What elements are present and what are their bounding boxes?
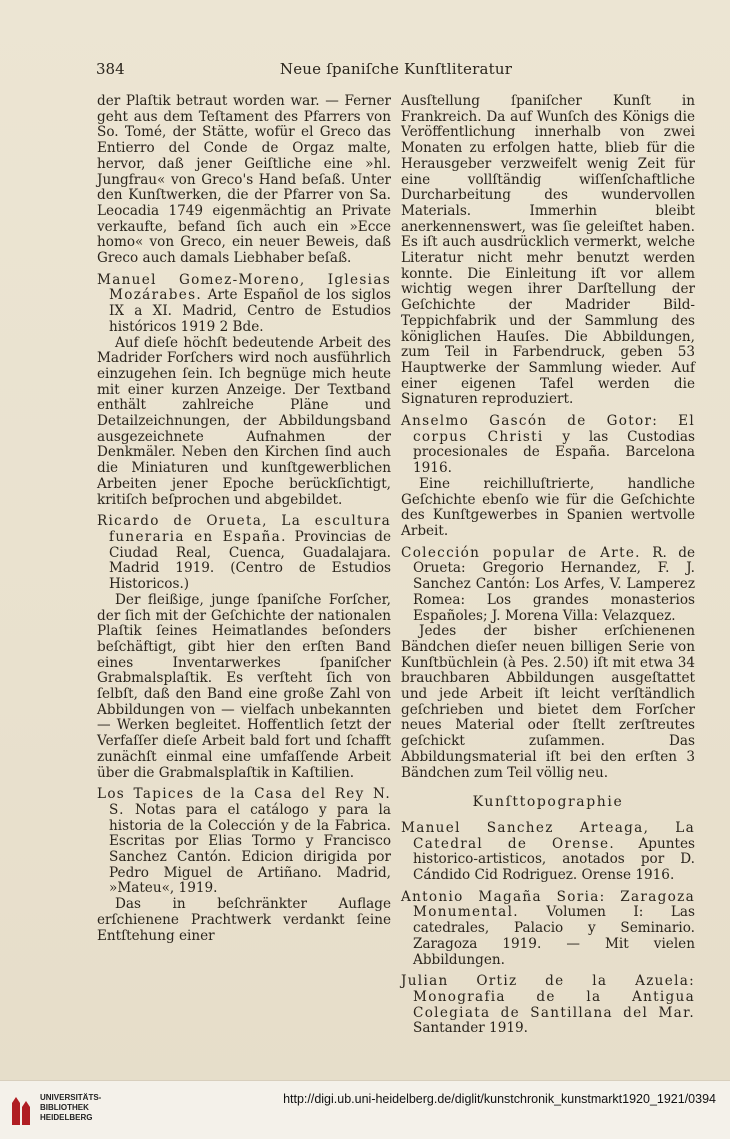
- source-url-link[interactable]: http://digi.ub.uni-heidelberg.de/diglit/kunstchronik_kunstmarkt1920_1921/0394: [283, 1092, 716, 1106]
- entry-title: Volumen I: Las catedrales, Palacio y Seminario. Zaragoza 1919. — Mit vielen Abbildungen.: [413, 904, 695, 968]
- bibliography-entry: [97, 273, 391, 509]
- left-column: [97, 94, 391, 944]
- bibliography-entry: [401, 821, 695, 884]
- heidelberg-logo-icon: [10, 1093, 32, 1127]
- right-column: [401, 94, 695, 1037]
- entry-author: Manuel Sanchez Arteaga, La Catedral de Orense.: [401, 819, 695, 852]
- entry-body: Das in beſchränkter Auflage erſchienene Prachtwerk verdankt ſeine Entſtehung einer: [97, 896, 391, 944]
- entry-author: Ricardo de Orueta, La escultura funeraria en España.: [97, 513, 391, 545]
- page-header: [96, 60, 696, 84]
- entry-title: R. de Orueta: Gregorio Hernandez, F. J. Sanchez Cantón: Los Arfes, V. Lamperez Romea: Los grandes monasterios Españoles; J. Morena Villa: Velazquez.: [413, 544, 696, 624]
- entry-author: Anselmo Gascón de Gotor: El corpus Christi: [401, 413, 695, 445]
- bibliography-entry: [401, 974, 695, 1037]
- entry-author: Los Tapices de la Casa del Rey N. S.: [97, 786, 391, 818]
- entry-title: Notas para el catálogo y para la historia de la Colección y de la Fabrica. Escritas por Elias Tormo y Francisco Sanchez Cantón. Edicion dirigida por Pedro Miguel de Artiñano. Madrid, »Mateu«, 1919.: [109, 801, 391, 897]
- entry-body: Jedes der bisher erſchienenen Bändchen dieſer neuen billigen Serie von Kunſtbüchlein (à Pes. 2.50) iſt mit etwa 34 brauchbaren Abbildungen ausgeſtattet und jede Arbeit iſt leicht verſtändlich geſchrieben und bietet dem Forſcher neues Material oder ſtellt zerſtreutes geſchickt zuſammen. Das Abbildungsmaterial iſt bei den erſten 3 Bändchen zum Teil völlig neu.: [401, 623, 695, 781]
- entry-title: Provincias de Ciudad Real, Cuenca, Guadalajara. Madrid 1919. (Centro de Estudios Historicos.): [109, 528, 392, 593]
- bibliography-entry: [401, 890, 695, 969]
- paragraph: Ausſtellung ſpaniſcher Kunſt in Frankreich. Da auf Wunſch des Königs die Veröffentlichung innerhalb von zwei Monaten zu erfolgen hatte, blieb für die Herausgeber verzweifelt wenig Zeit für eine vollſtändig wiſſenſchaftliche Durcharbeitung des wundervollen Materials. Immerhin bleibt anerkennenswert, was ſie geleiſtet haben. Es iſt auch ausdrücklich vermerkt, welche Literatur nicht mehr benutzt werden konnte. Die Einleitung iſt vor allem wichtig wegen ihrer Darſtellung der Geſchichte der Madrider Bild-Teppichfabrik und der Sammlung des königlichen Hauſes. Die Abbildungen, zum Teil in Farbendruck, geben 53 Hauptwerke der Sammlung wieder. Auf einer eigenen Tafel werden die Signaturen reproduziert.: [401, 93, 695, 408]
- bibliography-entry: [401, 546, 695, 782]
- logo-line: UNIVERSITÄTS- BIBLIOTHEK HEIDELBERG: [40, 1093, 102, 1122]
- running-title: Neue ſpaniſche Kunſtliteratur: [279, 60, 513, 78]
- entry-body: Der fleißige, junge ſpaniſche Forſcher, der ſich mit der Geſchichte der nationalen Plaſtik ſeines Heimatlandes beſonders beſchäftigt, gibt hier den erſten Band eines Inventarwerkes ſpaniſcher Grabmalsplaſtik. Es verſteht ſich von ſelbſt, daß den Band eine große Zahl von Abbildungen von — vielfach unbekannten — Werken begleitet. Hoffentlich ſetzt der Verfaſſer dieſe Arbeit bald fort und ſchafft zunächſt einmal eine umfaſſende Arbeit über die Grabmalsplaſtik in Kaſtilien.: [97, 591, 391, 781]
- page-number: 384: [96, 60, 125, 78]
- library-logo[interactable]: [10, 1091, 130, 1135]
- footer-bar: [0, 1080, 730, 1139]
- bibliography-entry: [97, 787, 391, 944]
- paragraph: der Plaſtik betraut worden war. — Ferner geht aus dem Teſtament des Pfarrers von So. Tomé, der Stätte, wofür el Greco das Entierro del Conde de Orgaz malte, hervor, daß jener Geiſtliche eine »hl. Jungfrau« von Greco's Hand beſaß. Unter den Kunſtwerken, die der Pfarrer von Sa. Leocadia 1749 eigenmächtig an Private verkaufte, befand ſich auch ein »Ecce homo« von Greco, ein neuer Beweis, daß Greco auch damals Liebhaber beſaß.: [97, 93, 391, 267]
- bibliography-entry: [97, 514, 391, 781]
- entry-author: Manuel Gomez-Moreno, Iglesias Mozárabes.: [97, 271, 391, 304]
- entry-body: Eine reichilluſtrierte, handliche Geſchichte ebenſo wie für die Geſchichte des Kunſtgewerbes in Spanien wertvolle Arbeit.: [401, 475, 695, 539]
- entry-body: Auf dieſe höchſt bedeutende Arbeit des Madrider Forſchers wird noch ausführlich einzugehen ſein. Ich begnüge mich heute mit einer kurzen Anzeige. Der Textband enthält zahlreiche Pläne und Detailzeichnungen, der Abbildungsband ausgezeichnete Aufnahmen der Denkmäler. Neben den Kirchen ſind auch die Miniaturen und kunſtgewerblichen Arbeiten jener Epoche berückſichtigt, kritiſch beſprochen und abgebildet.: [97, 334, 391, 508]
- entry-title: Santander 1919.: [413, 1020, 528, 1037]
- entry-author: Antonio Magaña Soria: Zaragoza Monumental.: [401, 888, 695, 921]
- section-heading: Kunſttopographie: [472, 794, 624, 811]
- entry-author: Julian Ortiz de la Azuela: Monografia de la Antigua Colegiata de Santillana del Mar.: [401, 973, 695, 1021]
- bibliography-entry: [401, 414, 695, 540]
- entry-author: Colección popular de Arte.: [401, 544, 641, 561]
- entry-title: Arte Español de los siglos IX a XI. Madrid, Centro de Estudios históricos 1919 2 Bde.: [109, 287, 391, 335]
- entry-title: y las Custodias procesionales de España. Barcelona 1916.: [413, 428, 695, 477]
- logo-text: [40, 1093, 101, 1123]
- entry-title: Apuntes historico-artisticos, anotados por D. Cándido Cid Rodriguez. Orense 1916.: [413, 835, 695, 884]
